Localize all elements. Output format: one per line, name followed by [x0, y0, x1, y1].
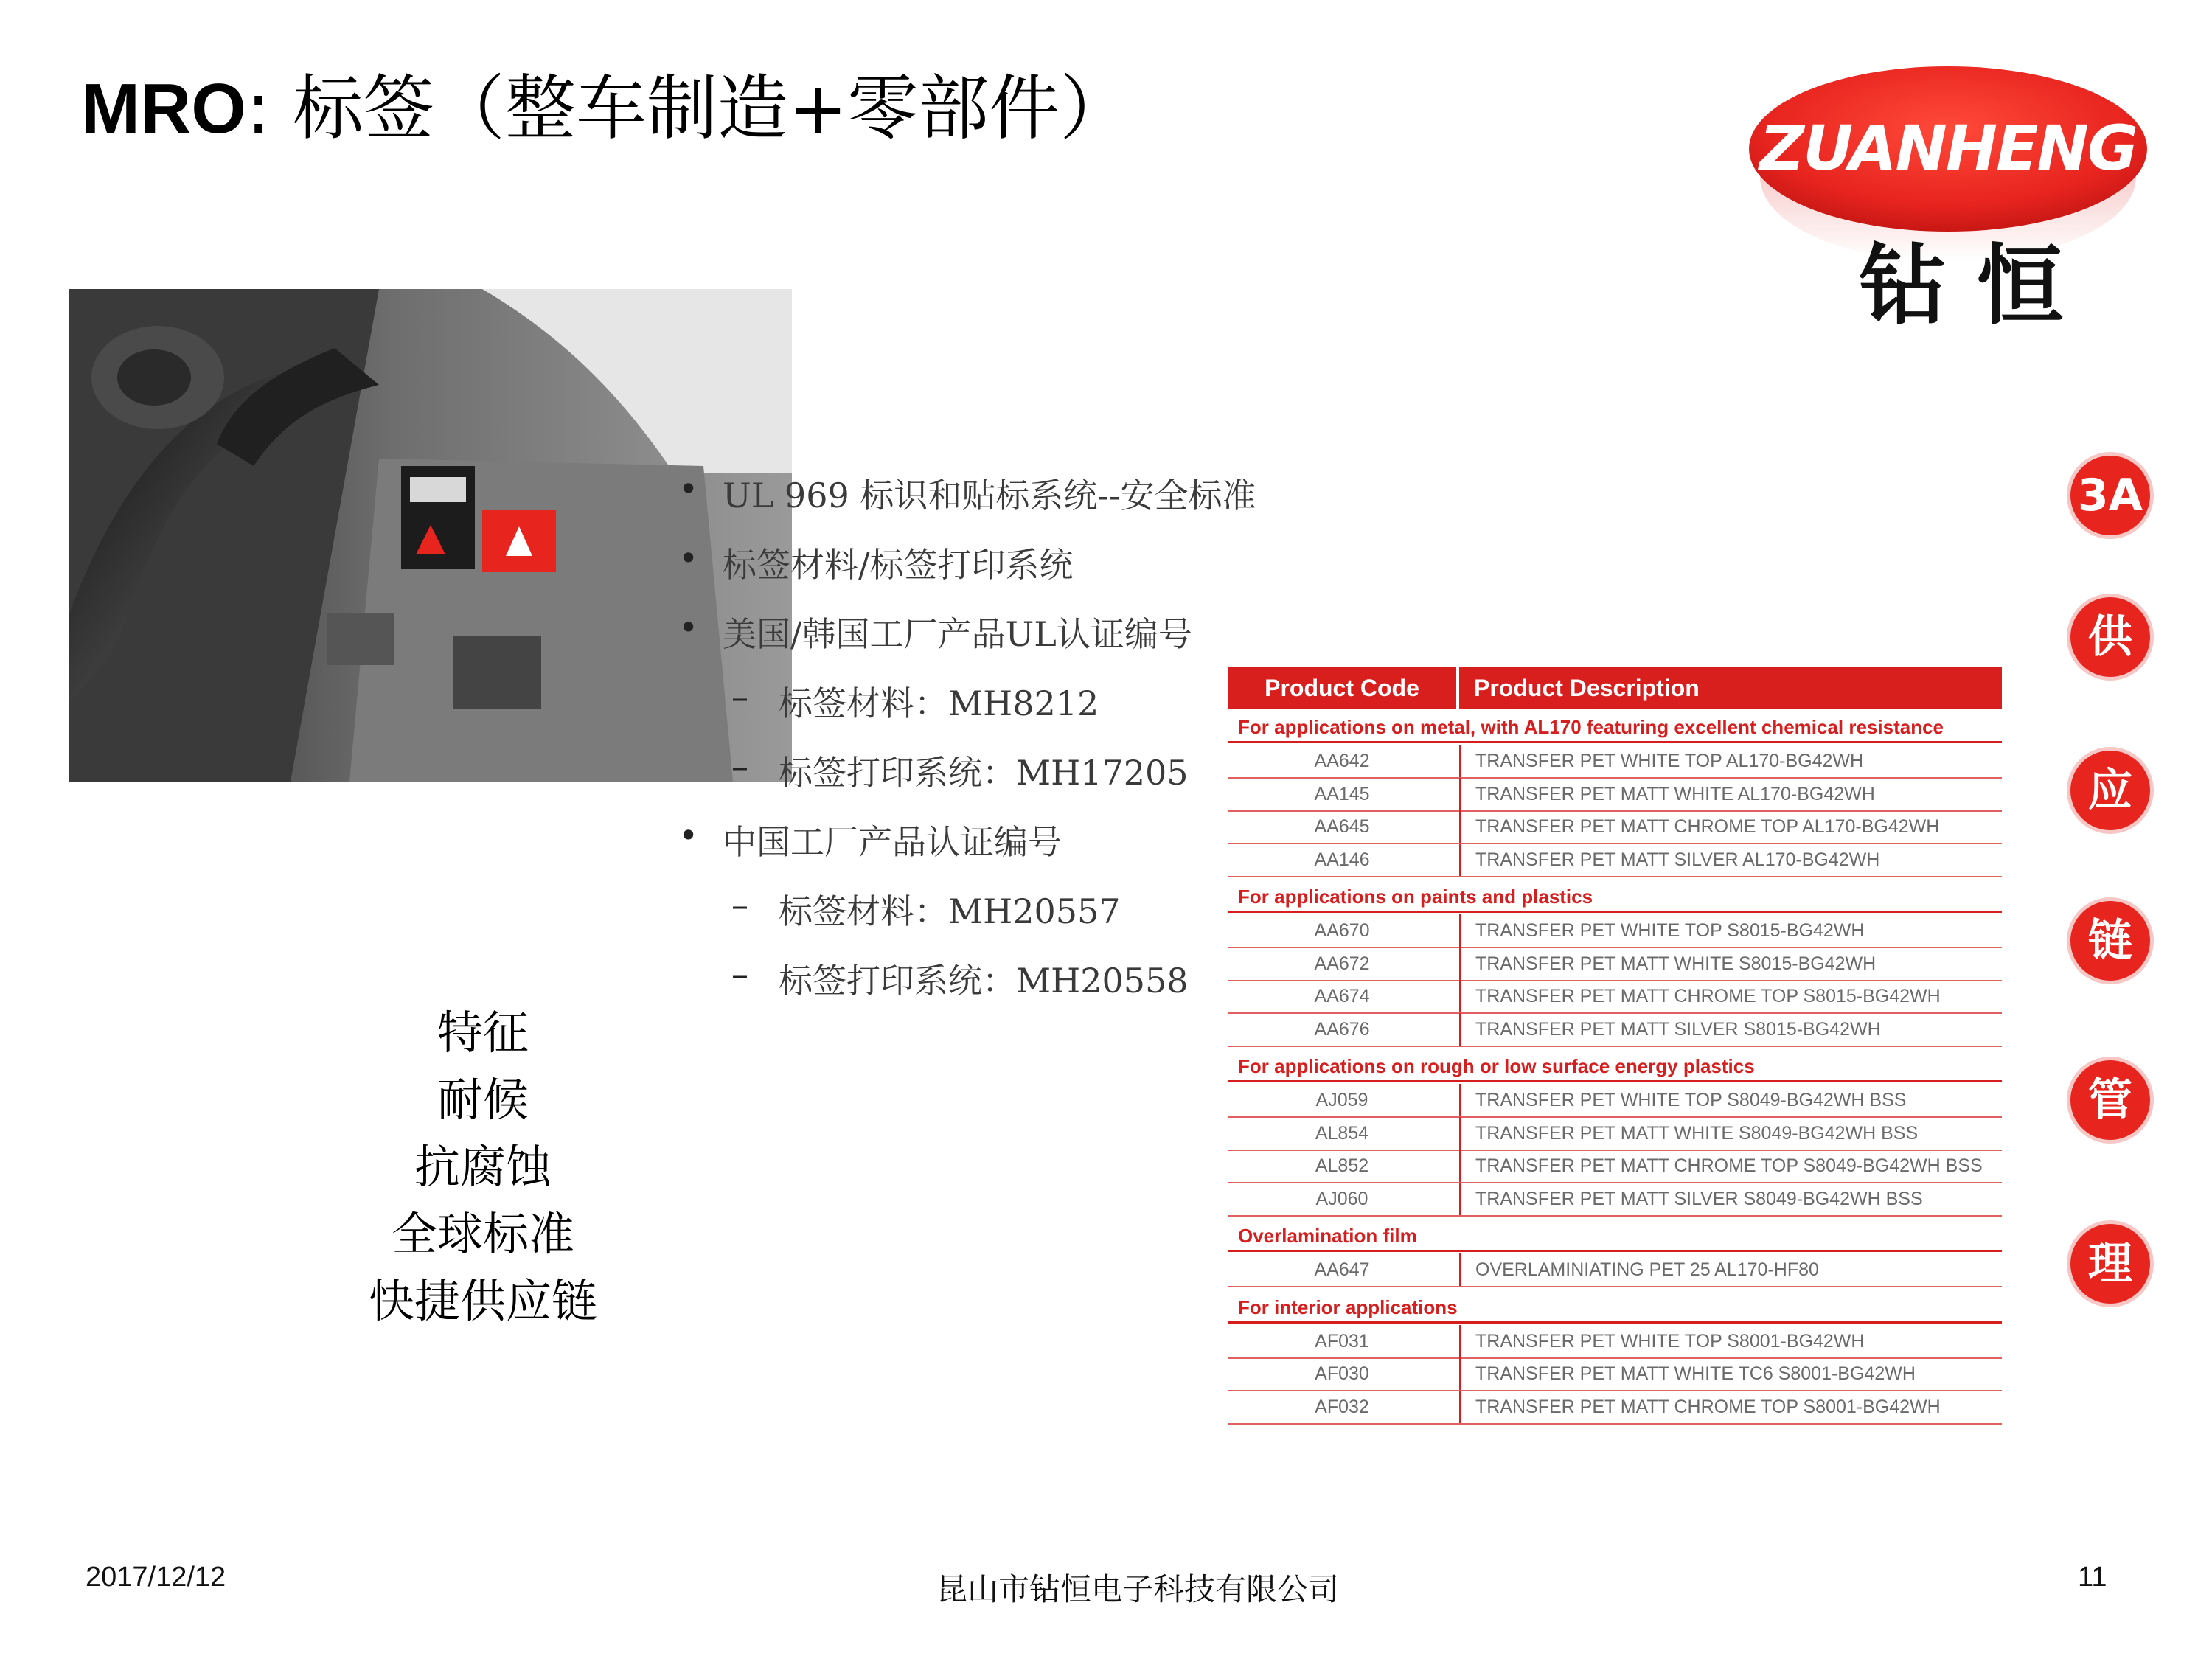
- side-badge: 管: [2070, 1060, 2150, 1140]
- product-description: TRANSFER PET MATT SILVER S8015-BG42WH: [1459, 1013, 2002, 1046]
- table-row: [1228, 1325, 2002, 1359]
- features-list: [310, 999, 656, 1335]
- table-section-title: Overlamination film: [1228, 1222, 2002, 1252]
- product-code: AL854: [1315, 1122, 1369, 1144]
- side-badge: 理: [2070, 1224, 2150, 1304]
- product-description: TRANSFER PET MATT CHROME TOP S8001-BG42WH: [1459, 1391, 2002, 1423]
- title-rest: : 标签（整车制造+零部件）: [246, 67, 1131, 150]
- logo-graphic: [1740, 37, 2168, 347]
- table-row: [1228, 1391, 2002, 1425]
- product-description: TRANSFER PET MATT SILVER AL170-BG42WH: [1459, 844, 2002, 876]
- company-logo: [1740, 37, 2168, 347]
- feature-item: 快捷供应链: [368, 1274, 597, 1328]
- product-code: AJ059: [1315, 1090, 1368, 1110]
- table-row: [1228, 1357, 2002, 1391]
- logo-brand-text: ZUANHENG: [1759, 112, 2137, 184]
- table-row: [1228, 947, 2002, 981]
- product-description: TRANSFER PET WHITE TOP S8001-BG42WH: [1459, 1325, 2002, 1357]
- product-description: TRANSFER PET MATT WHITE AL170-BG42WH: [1459, 778, 2002, 810]
- product-description: TRANSFER PET WHITE TOP S8015-BG42WH: [1459, 914, 2002, 947]
- table-row: [1228, 1183, 2002, 1217]
- feature-item: 全球标准: [391, 1207, 574, 1261]
- feature-item: 特征: [437, 1006, 529, 1060]
- table-row: [1228, 1117, 2002, 1151]
- product-code: AF032: [1315, 1396, 1369, 1417]
- product-code: AA676: [1314, 1018, 1370, 1040]
- side-badge: 3A: [2070, 456, 2150, 535]
- product-code: AL852: [1315, 1155, 1369, 1176]
- table-section-title: For applications on paints and plastics: [1228, 883, 2002, 913]
- table-section-title: For applications on metal, with AL170 featuring excellent chemical resistance: [1228, 714, 2002, 743]
- feature-item: 耐候: [437, 1073, 529, 1127]
- table-row: [1228, 1084, 2002, 1118]
- side-badge: 应: [2070, 751, 2150, 830]
- footer-company: 昆山市钻恒电子科技有限公司: [936, 1571, 1340, 1607]
- car-engine-photo: [69, 289, 792, 782]
- product-code: AF030: [1315, 1363, 1369, 1384]
- table-row: [1228, 1150, 2002, 1183]
- feature-item: 抗腐蚀: [414, 1140, 552, 1194]
- side-badge: 供: [2070, 597, 2150, 677]
- title-code: MRO: [81, 69, 246, 148]
- product-description: TRANSFER PET MATT CHROME TOP S8049-BG42WH BSS: [1459, 1150, 2002, 1182]
- product-description: TRANSFER PET MATT WHITE S8015-BG42WH: [1459, 947, 2002, 980]
- product-code: AA642: [1314, 751, 1370, 771]
- table-row: [1228, 1253, 2002, 1287]
- side-badge: 链: [2070, 901, 2150, 981]
- table-row: [1228, 745, 2002, 779]
- table-row: [1228, 980, 2002, 1014]
- footer-date: 2017/12/12: [86, 1562, 226, 1593]
- product-description: TRANSFER PET MATT WHITE TC6 S8001-BG42WH: [1459, 1357, 2002, 1390]
- engine-illustration: [69, 289, 792, 782]
- page-title: [81, 60, 1130, 157]
- table-row: [1228, 844, 2002, 877]
- product-description: TRANSFER PET MATT CHROME TOP S8015-BG42WH: [1459, 980, 2002, 1012]
- product-code: AA146: [1314, 849, 1370, 870]
- table-row: [1228, 1013, 2002, 1047]
- product-code: AA674: [1314, 986, 1370, 1006]
- product-code: AJ060: [1315, 1188, 1368, 1209]
- product-code: AF031: [1315, 1330, 1369, 1352]
- table-section-title: For interior applications: [1228, 1294, 2002, 1324]
- table-row: [1228, 914, 2002, 948]
- product-code: AA647: [1314, 1259, 1370, 1280]
- product-description: TRANSFER PET WHITE TOP S8049-BG42WH BSS: [1459, 1084, 2002, 1116]
- product-description: TRANSFER PET WHITE TOP AL170-BG42WH: [1459, 745, 2002, 777]
- product-code: AA670: [1314, 920, 1370, 941]
- logo-chinese-text: 钻 恒: [1859, 234, 2064, 336]
- page-number: 11: [2078, 1562, 2107, 1593]
- table-row: [1228, 778, 2002, 812]
- product-description: OVERLAMINIATING PET 25 AL170-HF80: [1459, 1253, 2002, 1286]
- product-code: AA672: [1314, 953, 1370, 974]
- product-description: TRANSFER PET MATT WHITE S8049-BG42WH BSS: [1459, 1117, 2002, 1150]
- table-section-title: For applications on rough or low surface energy plastics: [1228, 1053, 2002, 1082]
- product-description: TRANSFER PET MATT SILVER S8049-BG42WH BSS: [1459, 1183, 2002, 1215]
- table-header-description: Product Description: [1459, 667, 2002, 709]
- product-description: TRANSFER PET MATT CHROME TOP AL170-BG42WH: [1459, 810, 2002, 843]
- table-row: [1228, 810, 2002, 844]
- product-code: AA645: [1314, 816, 1370, 837]
- product-code: AA145: [1314, 783, 1370, 804]
- table-header-code: Product Code: [1228, 667, 1456, 709]
